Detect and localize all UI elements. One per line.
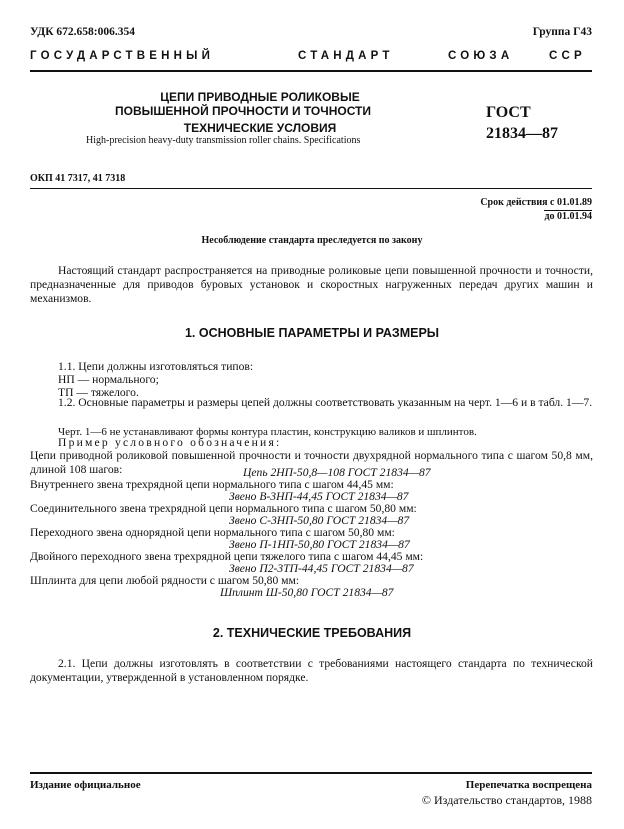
cotter-pin-text: Шплинта для цепи любой рядности с шагом 50,80 мм: xyxy=(30,574,300,587)
header-rule xyxy=(30,70,592,72)
connecting-link-code: Звено С-3НП-50,80 ГОСТ 21834—87 xyxy=(229,514,410,527)
transition-link-text: Переходного звена однорядной цепи нормального типа с шагом 50,80 мм: xyxy=(30,526,395,539)
footer-rule xyxy=(30,772,592,774)
law-notice: Несоблюдение стандарта преследуется по закону xyxy=(201,235,423,246)
gost-number: 21834—87 xyxy=(486,125,558,142)
inner-link-code: Звено В-3НП-44,45 ГОСТ 21834—87 xyxy=(229,490,409,503)
example-text: Цепи приводной роликовой повышенной прочности и точности двухрядной нормального типа с шагом 50,8 мм, длиной 108 шагов: xyxy=(30,449,593,476)
transition-link-code: Звено П-1НП-50,80 ГОСТ 21834—87 xyxy=(229,538,410,551)
clause-1-2: 1.2. Основные параметры и размеры цепей должны соответствовать указанным на черт. 1—6 и в табл. 1—7. xyxy=(58,396,593,409)
example-label: Пример условного обозначения: xyxy=(58,436,282,449)
section-2-heading: 2. ТЕХНИЧЕСКИЕ ТРЕБОВАНИЯ xyxy=(212,626,412,640)
section-1-heading: 1. ОСНОВНЫЕ ПАРАМЕТРЫ И РАЗМЕРЫ xyxy=(184,326,440,340)
validity-to: до 01.01.94 xyxy=(544,211,592,222)
reprint-notice: Перепечатка воспрещена xyxy=(465,779,592,791)
clause-1-1: 1.1. Цепи должны изготовляться типов: xyxy=(58,360,254,373)
okp-code: ОКП 41 7317, 41 7318 xyxy=(30,173,126,184)
title-line-3: ТЕХНИЧЕСКИЕ УСЛОВИЯ xyxy=(183,121,337,135)
type-np: НП — нормального; xyxy=(58,373,159,386)
cotter-pin-code: Шплинт Ш-50,80 ГОСТ 21834—87 xyxy=(220,586,394,599)
copyright: © Издательство стандартов, 1988 xyxy=(421,793,592,807)
clause-2-1: 2.1. Цепи должны изготовлять в соответствии с требованиями настоящего стандарта по технической документации, утвержденной в установленном порядке. xyxy=(30,657,593,684)
state-word-3: СОЮЗА xyxy=(448,50,514,62)
title-english: High-precision heavy-duty transmission roller chains. Specifications xyxy=(86,135,361,146)
state-word-1: ГОСУДАРСТВЕННЫЙ xyxy=(30,50,215,62)
official-edition: Издание официальное xyxy=(30,779,141,791)
double-transition-text: Двойного переходного звена трехрядной цепи тяжелого типа с шагом 44,45 мм: xyxy=(30,550,424,563)
title-line-1: ЦЕПИ ПРИВОДНЫЕ РОЛИКОВЫЕ xyxy=(160,90,360,104)
title-line-2: ПОВЫШЕННОЙ ПРОЧНОСТИ И ТОЧНОСТИ xyxy=(114,104,372,118)
state-word-2: СТАНДАРТ xyxy=(298,50,394,62)
type-tp: ТП — тяжелого. xyxy=(58,386,139,399)
connecting-link-text: Соединительного звена трехрядной цепи нормального типа с шагом 50,80 мм: xyxy=(30,502,417,515)
drawing-note: Черт. 1—6 не устанавливают формы контура пластин, конструкцию валиков и шплинтов. xyxy=(58,426,477,438)
title-rule xyxy=(30,188,592,189)
validity-from: Срок действия с 01.01.89 xyxy=(480,197,592,208)
state-word-4: ССР xyxy=(549,50,586,62)
gost-label: ГОСТ xyxy=(486,104,531,121)
group-code: Группа Г43 xyxy=(532,26,592,38)
double-transition-code: Звено П2-3ТП-44,45 ГОСТ 21834—87 xyxy=(229,562,414,575)
intro-paragraph: Настоящий стандарт распространяется на приводные роликовые цепи повышенной прочности и точности, предназначенные для приводов буровых установок и скоростных нагруженных передач других машин и механизмов. xyxy=(30,264,593,305)
inner-link-text: Внутреннего звена трехрядной цепи нормального типа с шагом 44,45 мм: xyxy=(30,478,394,491)
udk-code: УДК 672.658:006.354 xyxy=(30,26,135,38)
example-code: Цепь 2НП-50,8—108 ГОСТ 21834—87 xyxy=(243,466,431,479)
